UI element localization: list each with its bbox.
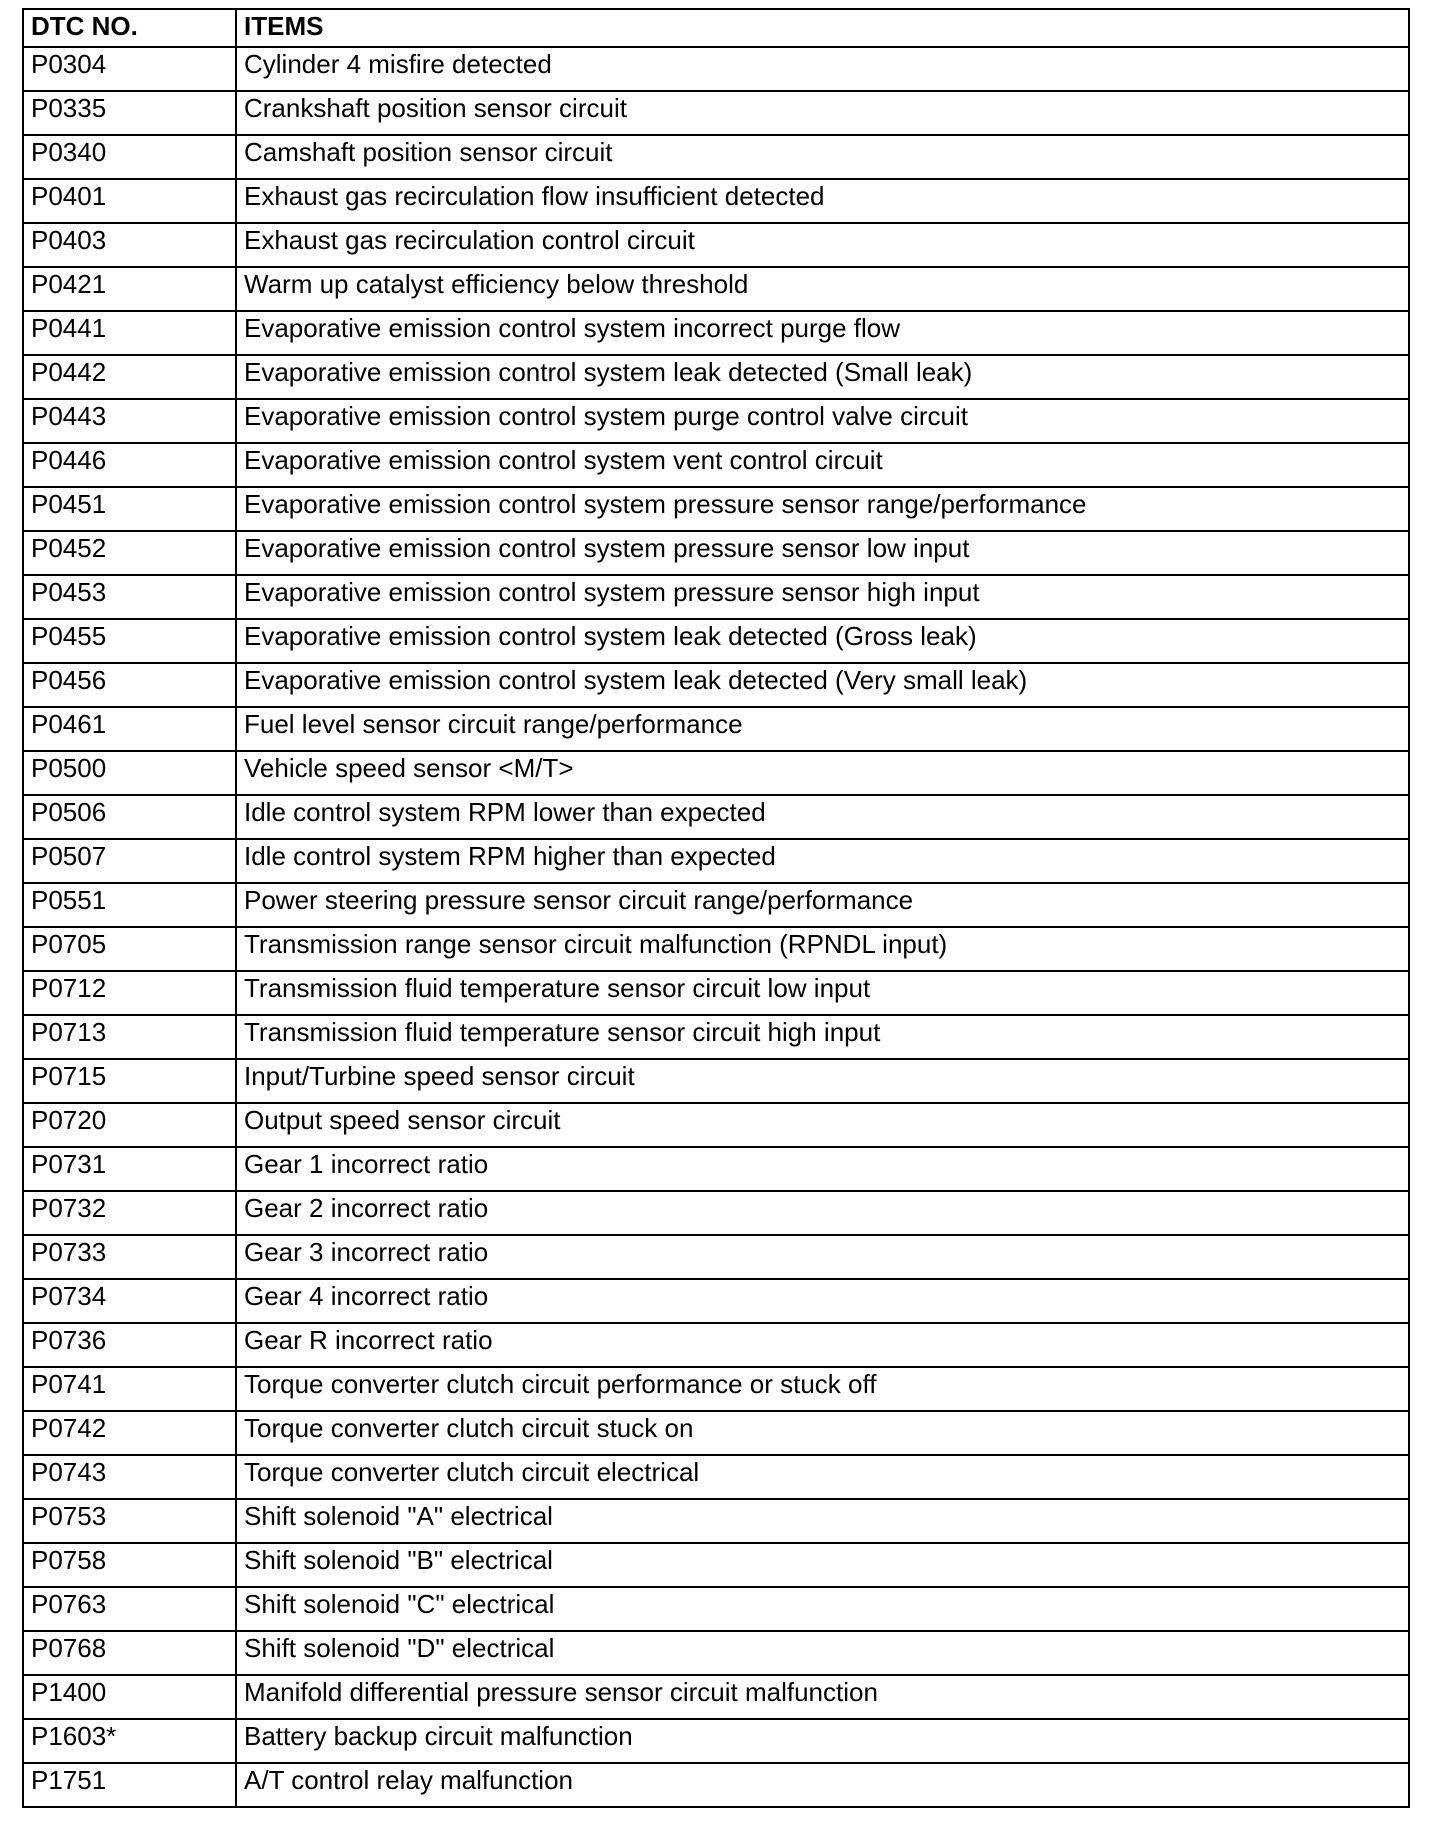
dtc-item-cell: Gear 3 incorrect ratio	[236, 1235, 1409, 1279]
dtc-code-cell: P0768	[23, 1631, 236, 1675]
dtc-code-cell: P0715	[23, 1059, 236, 1103]
dtc-code-cell: P0741	[23, 1367, 236, 1411]
dtc-item-cell: Exhaust gas recirculation flow insufficient detected	[236, 179, 1409, 223]
table-row	[23, 575, 1409, 619]
dtc-code-cell: P0441	[23, 311, 236, 355]
dtc-item-cell: Shift solenoid "D" electrical	[236, 1631, 1409, 1675]
dtc-code-cell: P0763	[23, 1587, 236, 1631]
table-row	[23, 1235, 1409, 1279]
dtc-item-cell: Crankshaft position sensor circuit	[236, 91, 1409, 135]
dtc-code-cell: P0551	[23, 883, 236, 927]
table-row	[23, 1675, 1409, 1719]
table-row	[23, 971, 1409, 1015]
dtc-item-cell: Vehicle speed sensor <M/T>	[236, 751, 1409, 795]
table-row	[23, 91, 1409, 135]
dtc-code-cell: P0335	[23, 91, 236, 135]
table-row	[23, 795, 1409, 839]
dtc-code-cell: P0456	[23, 663, 236, 707]
dtc-code-cell: P1751	[23, 1763, 236, 1807]
dtc-code-cell: P0734	[23, 1279, 236, 1323]
table-row	[23, 1455, 1409, 1499]
table-row	[23, 1367, 1409, 1411]
table-row	[23, 1147, 1409, 1191]
dtc-code-cell: P0500	[23, 751, 236, 795]
dtc-item-cell: Evaporative emission control system leak detected (Small leak)	[236, 355, 1409, 399]
table-row	[23, 1719, 1409, 1763]
dtc-code-cell: P0743	[23, 1455, 236, 1499]
dtc-code-cell: P0758	[23, 1543, 236, 1587]
dtc-code-cell: P0705	[23, 927, 236, 971]
table-row	[23, 1411, 1409, 1455]
dtc-item-cell: Shift solenoid "C" electrical	[236, 1587, 1409, 1631]
table-row	[23, 1631, 1409, 1675]
table-row	[23, 707, 1409, 751]
dtc-item-cell: Fuel level sensor circuit range/performance	[236, 707, 1409, 751]
dtc-item-cell: Evaporative emission control system leak detected (Gross leak)	[236, 619, 1409, 663]
table-row	[23, 1763, 1409, 1807]
dtc-code-cell: P0507	[23, 839, 236, 883]
table-row	[23, 443, 1409, 487]
dtc-item-cell: Gear R incorrect ratio	[236, 1323, 1409, 1367]
table-row	[23, 1543, 1409, 1587]
dtc-item-cell: Evaporative emission control system vent control circuit	[236, 443, 1409, 487]
dtc-code-cell: P0443	[23, 399, 236, 443]
dtc-code-cell: P0304	[23, 47, 236, 91]
table-header-row	[23, 9, 1409, 47]
dtc-item-cell: Evaporative emission control system pressure sensor low input	[236, 531, 1409, 575]
table-row	[23, 839, 1409, 883]
table-row	[23, 179, 1409, 223]
dtc-code-cell: P0712	[23, 971, 236, 1015]
table-row	[23, 1499, 1409, 1543]
dtc-item-cell: Idle control system RPM higher than expected	[236, 839, 1409, 883]
dtc-item-cell: Cylinder 4 misfire detected	[236, 47, 1409, 91]
table-row	[23, 267, 1409, 311]
dtc-item-cell: Torque converter clutch circuit stuck on	[236, 1411, 1409, 1455]
table-row	[23, 531, 1409, 575]
dtc-code-cell: P0733	[23, 1235, 236, 1279]
dtc-item-cell: Idle control system RPM lower than expected	[236, 795, 1409, 839]
dtc-item-cell: Transmission range sensor circuit malfunction (RPNDL input)	[236, 927, 1409, 971]
table-row	[23, 223, 1409, 267]
dtc-code-cell: P0736	[23, 1323, 236, 1367]
dtc-code-cell: P1400	[23, 1675, 236, 1719]
table-row	[23, 399, 1409, 443]
dtc-code-cell: P0451	[23, 487, 236, 531]
table-row	[23, 883, 1409, 927]
dtc-item-cell: Input/Turbine speed sensor circuit	[236, 1059, 1409, 1103]
dtc-item-cell: Torque converter clutch circuit electrical	[236, 1455, 1409, 1499]
dtc-item-cell: Transmission fluid temperature sensor circuit high input	[236, 1015, 1409, 1059]
table-row	[23, 47, 1409, 91]
dtc-item-cell: Gear 1 incorrect ratio	[236, 1147, 1409, 1191]
dtc-item-cell: Manifold differential pressure sensor circuit malfunction	[236, 1675, 1409, 1719]
dtc-item-cell: Evaporative emission control system purge control valve circuit	[236, 399, 1409, 443]
table-row	[23, 927, 1409, 971]
dtc-item-cell: Camshaft position sensor circuit	[236, 135, 1409, 179]
dtc-item-cell: Output speed sensor circuit	[236, 1103, 1409, 1147]
table-row	[23, 1279, 1409, 1323]
table-row	[23, 1587, 1409, 1631]
dtc-code-cell: P0340	[23, 135, 236, 179]
dtc-code-cell: P0742	[23, 1411, 236, 1455]
dtc-code-cell: P0461	[23, 707, 236, 751]
table-row	[23, 135, 1409, 179]
dtc-item-cell: Power steering pressure sensor circuit range/performance	[236, 883, 1409, 927]
table-row	[23, 355, 1409, 399]
dtc-code-cell: P0452	[23, 531, 236, 575]
dtc-code-cell: P0421	[23, 267, 236, 311]
dtc-code-cell: P0403	[23, 223, 236, 267]
dtc-item-cell: Gear 4 incorrect ratio	[236, 1279, 1409, 1323]
dtc-item-cell: Evaporative emission control system pressure sensor high input	[236, 575, 1409, 619]
header-dtc-no: DTC NO.	[23, 9, 236, 47]
dtc-code-cell: P0446	[23, 443, 236, 487]
table-row	[23, 311, 1409, 355]
table-row	[23, 751, 1409, 795]
dtc-item-cell: Evaporative emission control system pressure sensor range/performance	[236, 487, 1409, 531]
dtc-code-cell: P0720	[23, 1103, 236, 1147]
table-row	[23, 663, 1409, 707]
table-row	[23, 487, 1409, 531]
table-row	[23, 1191, 1409, 1235]
dtc-code-cell: P0401	[23, 179, 236, 223]
dtc-code-cell: P0453	[23, 575, 236, 619]
dtc-item-cell: A/T control relay malfunction	[236, 1763, 1409, 1807]
table-row	[23, 1059, 1409, 1103]
dtc-item-cell: Transmission fluid temperature sensor circuit low input	[236, 971, 1409, 1015]
dtc-item-cell: Shift solenoid "A" electrical	[236, 1499, 1409, 1543]
table-row	[23, 1103, 1409, 1147]
dtc-item-cell: Shift solenoid "B" electrical	[236, 1543, 1409, 1587]
table-row	[23, 1323, 1409, 1367]
dtc-code-cell: P0713	[23, 1015, 236, 1059]
dtc-code-cell: P0455	[23, 619, 236, 663]
dtc-code-cell: P1603*	[23, 1719, 236, 1763]
table-body	[23, 47, 1409, 1807]
dtc-item-cell: Evaporative emission control system leak detected (Very small leak)	[236, 663, 1409, 707]
table-row	[23, 619, 1409, 663]
dtc-item-cell: Evaporative emission control system incorrect purge flow	[236, 311, 1409, 355]
dtc-code-cell: P0732	[23, 1191, 236, 1235]
dtc-item-cell: Torque converter clutch circuit performance or stuck off	[236, 1367, 1409, 1411]
dtc-item-cell: Exhaust gas recirculation control circuit	[236, 223, 1409, 267]
header-items: ITEMS	[236, 9, 1409, 47]
dtc-item-cell: Warm up catalyst efficiency below threshold	[236, 267, 1409, 311]
dtc-code-cell: P0731	[23, 1147, 236, 1191]
dtc-item-cell: Gear 2 incorrect ratio	[236, 1191, 1409, 1235]
table-row	[23, 1015, 1409, 1059]
dtc-code-cell: P0442	[23, 355, 236, 399]
dtc-code-cell: P0753	[23, 1499, 236, 1543]
dtc-item-cell: Battery backup circuit malfunction	[236, 1719, 1409, 1763]
dtc-code-cell: P0506	[23, 795, 236, 839]
dtc-table	[22, 8, 1410, 1808]
